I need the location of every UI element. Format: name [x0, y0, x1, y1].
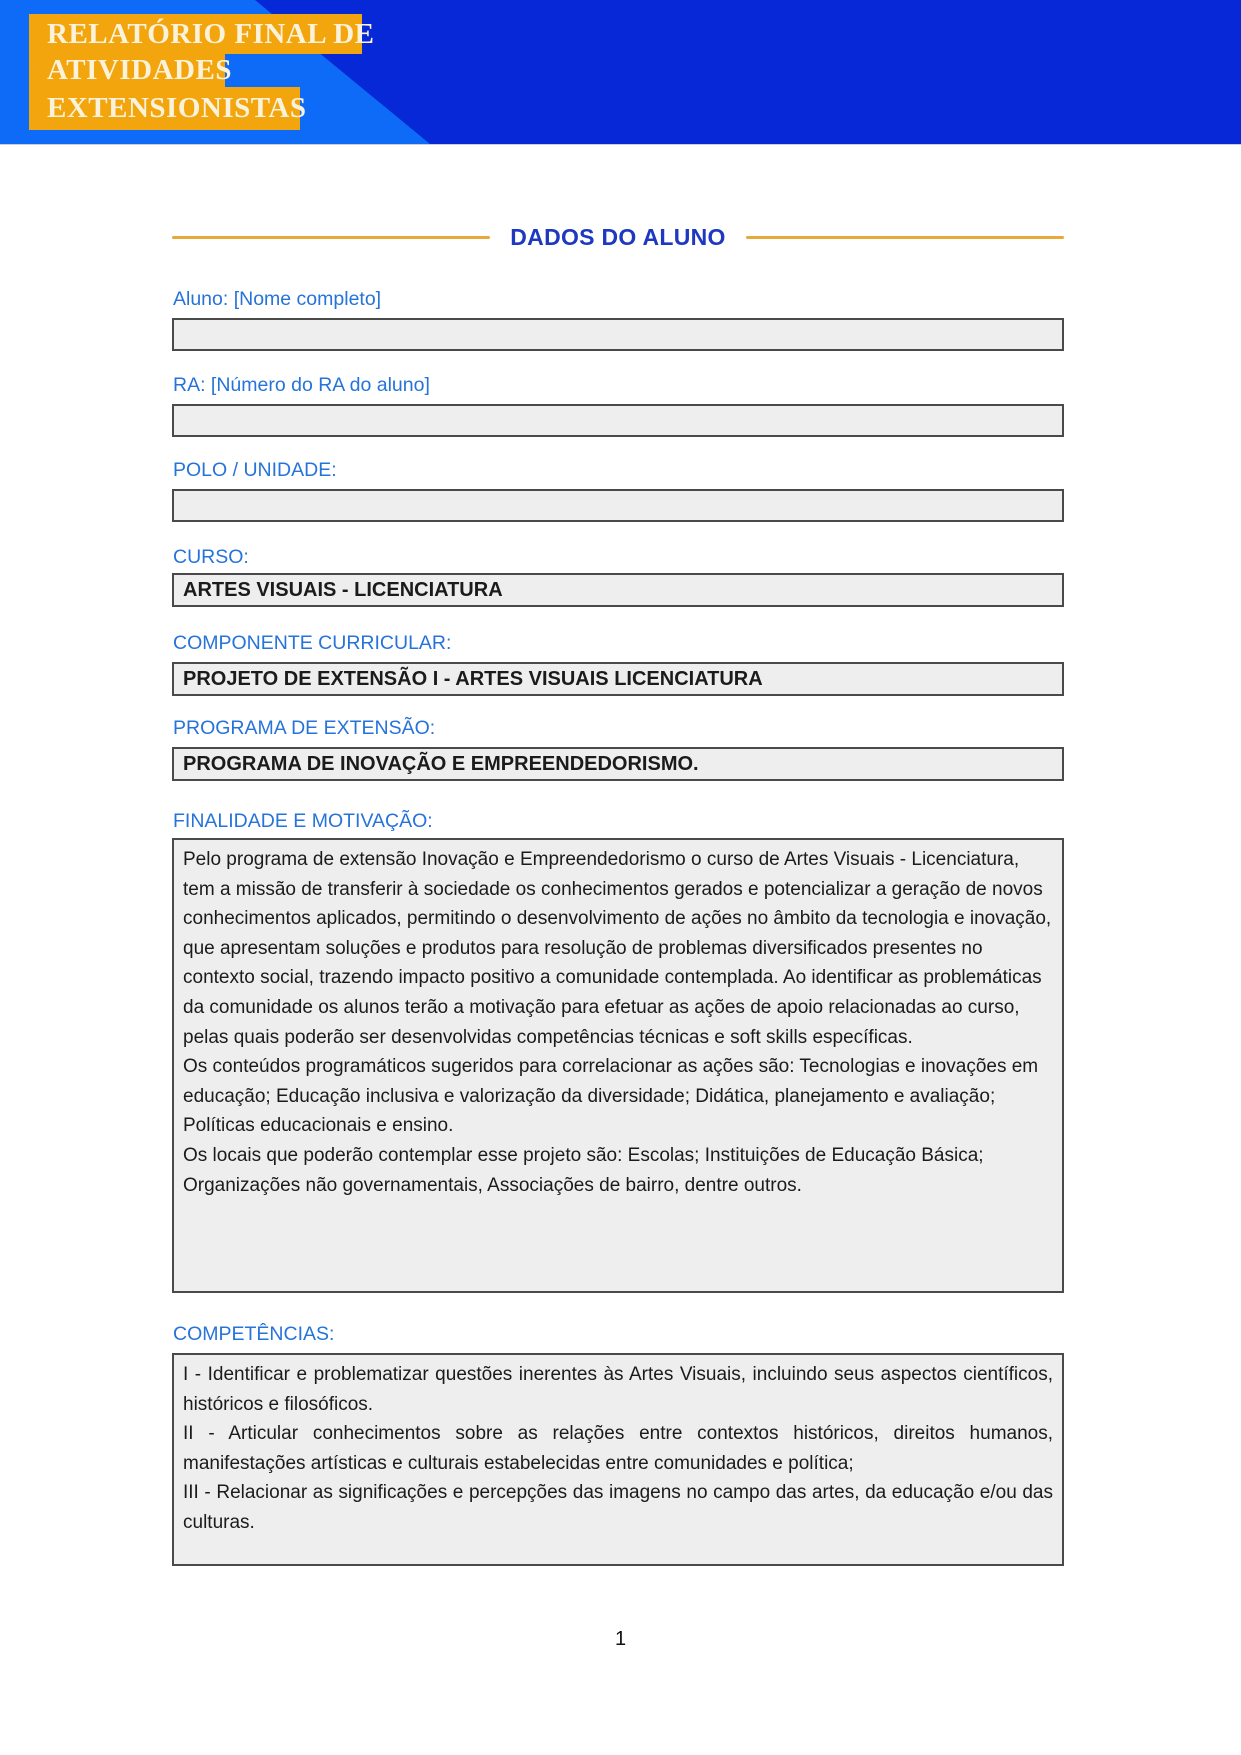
banner-title-line-1: RELATÓRIO FINAL DE — [29, 14, 362, 54]
ra-label: RA: [Número do RA do aluno] — [173, 374, 430, 396]
title-accent-line-left — [172, 236, 490, 239]
finalidade-paragraph-3: Os locais que poderão contemplar esse projeto são: Escolas; Instituições de Educação Básica; Organizações não governamentais, Associações de bairro, dentre outros. — [183, 1144, 984, 1196]
competencias-label: COMPETÊNCIAS: — [173, 1323, 335, 1345]
componente-curricular-label: COMPONENTE CURRICULAR: — [173, 632, 452, 654]
section-title: DADOS DO ALUNO — [510, 223, 726, 250]
aluno-input-box[interactable] — [172, 318, 1064, 351]
curso-label: CURSO: — [173, 546, 249, 568]
curso-value-box: ARTES VISUAIS - LICENCIATURA — [172, 573, 1064, 607]
ra-input-box[interactable] — [172, 404, 1064, 437]
programa-extensao-value-box: PROGRAMA DE INOVAÇÃO E EMPREENDEDORISMO. — [172, 747, 1064, 781]
competencias-text-box — [172, 1353, 1064, 1566]
header-banner — [0, 0, 1241, 145]
finalidade-motivacao-label: FINALIDADE E MOTIVAÇÃO: — [173, 810, 433, 832]
finalidade-motivacao-text-box — [172, 838, 1064, 1293]
polo-unidade-input-box[interactable] — [172, 489, 1064, 522]
title-accent-line-right — [746, 236, 1064, 239]
competencia-item-1: I - Identificar e problematizar questões inerentes às Artes Visuais, incluindo seus aspectos científicos, históricos e filosóficos. — [183, 1364, 1053, 1415]
componente-curricular-value-box: PROJETO DE EXTENSÃO I - ARTES VISUAIS LICENCIATURA — [172, 662, 1064, 696]
aluno-label: Aluno: [Nome completo] — [173, 288, 382, 310]
polo-unidade-label: POLO / UNIDADE: — [173, 459, 337, 481]
banner-title-line-3: EXTENSIONISTAS — [29, 87, 300, 130]
page-number: 1 — [614, 1628, 627, 1650]
competencia-item-3: III - Relacionar as significações e percepções das imagens no campo das artes, da educação e/ou das culturas. — [183, 1482, 1053, 1533]
finalidade-paragraph-2: Os conteúdos programáticos sugeridos para correlacionar as ações são: Tecnologias e inovações em educação; Educação inclusiva e valorização da diversidade; Didática, planejamento e avaliação; Políticas educacionais e ensino. — [183, 1056, 1039, 1137]
banner-title-line-2: ATIVIDADES — [29, 54, 225, 87]
finalidade-paragraph-1: Pelo programa de extensão Inovação e Empreendedorismo o curso de Artes Visuais - Licenciatura, tem a missão de transferir à sociedade os conhecimentos gerados e potencializar a geração de novos conhecimentos aplicados, permitindo o desenvolvimento de ações no âmbito da tecnologia e inovação, que apresentam soluções e produtos para resolução de problemas diversificados presentes no contexto social, trazendo impacto positivo a comunidade contemplada. Ao identificar as problemáticas da comunidade os alunos terão a motivação para efetuar as ações de apoio relacionadas ao curso, pelas quais poderão ser desenvolvidas competências técnicas e soft skills específicas. — [183, 849, 1052, 1048]
competencia-item-2: II - Articular conhecimentos sobre as relações entre contextos históricos, direitos humanos, manifestações artísticas e culturais estabelecidas entre comunidades e política; — [183, 1423, 1053, 1474]
section-header — [172, 220, 1064, 254]
programa-extensao-label: PROGRAMA DE EXTENSÃO: — [173, 717, 436, 739]
